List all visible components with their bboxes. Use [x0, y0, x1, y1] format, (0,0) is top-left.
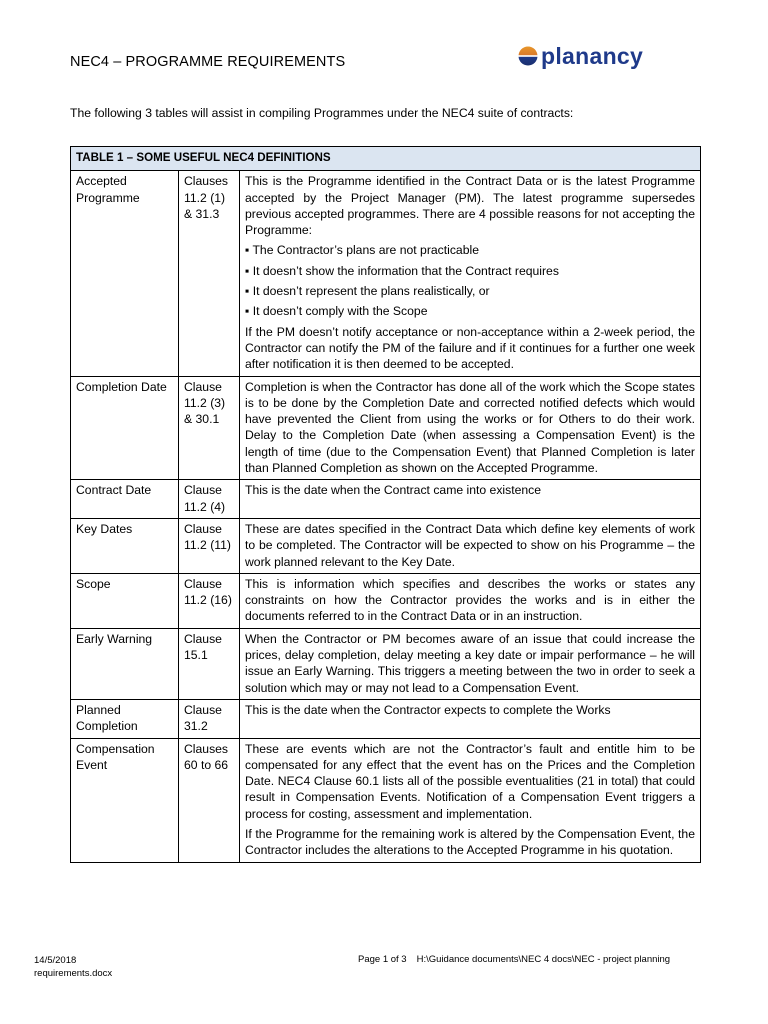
clause-cell: Clause 31.2 — [179, 699, 240, 738]
table-row — [71, 171, 701, 376]
term-cell: Completion Date — [71, 376, 179, 480]
table-row — [71, 480, 701, 519]
table-header-row — [71, 147, 701, 171]
table-row — [71, 628, 701, 699]
term-cell: Accepted Programme — [71, 171, 179, 376]
bullet-item: ▪ It doesn’t show the information that the Contract requires — [245, 263, 559, 278]
description-cell: This is the date when the Contractor expects to complete the Works — [240, 699, 701, 738]
footer-left — [34, 954, 112, 980]
description-text: These are events which are not the Contractor’s fault and entitle him to be compensated for any effect that the event has on the Prices and the Completion Date. NEC4 Clause 60.1 lists all of the possible eventualities (21 in total) that could result in Compensation Events. Notification of a Compensation Event triggers a process for costing, assessment and implementation. — [245, 741, 695, 821]
bullet-item: ▪ The Contractor’s plans are not practicable — [245, 243, 479, 258]
clause-cell: Clauses 11.2 (1) & 31.3 — [179, 171, 240, 376]
description-cell — [240, 171, 701, 376]
table-row — [71, 573, 701, 628]
footer-date: 14/5/2018 — [34, 955, 77, 966]
description-cell: When the Contractor or PM becomes aware of an issue that could increase the prices, delay completion, delay meeting a key date or impair performance – he will issue an Early Warning. This triggers a meeting between the two in order to seek a solution which may or may not lead to a Compensation Event. — [240, 628, 701, 699]
term-cell: Planned Completion — [71, 699, 179, 738]
globe-icon — [517, 45, 539, 67]
description-cell: These are dates specified in the Contract Data which define key elements of work to be completed. The Contractor will be expected to show on his Programme – the work planned relevant to the Key Date. — [240, 518, 701, 573]
clause-cell: Clauses 60 to 66 — [179, 738, 240, 862]
bullet-item: ▪ It doesn’t comply with the Scope — [245, 304, 428, 319]
table-row — [71, 518, 701, 573]
term-cell: Scope — [71, 573, 179, 628]
footer-right — [358, 954, 670, 965]
table-heading: TABLE 1 – SOME USEFUL NEC4 DEFINITIONS — [71, 147, 701, 171]
term-cell: Contract Date — [71, 480, 179, 519]
description-text-2: If the Programme for the remaining work is altered by the Compensation Event, the Contractor includes the alterations to the Accepted Programme in his quotation. — [245, 826, 695, 858]
document-title: NEC4 – PROGRAMME REQUIREMENTS — [70, 54, 346, 70]
clause-cell: Clause 11.2 (3) & 30.1 — [179, 376, 240, 480]
definitions-table — [70, 146, 701, 863]
table-row — [71, 699, 701, 738]
footer-filename: requirements.docx — [34, 968, 113, 979]
term-cell: Key Dates — [71, 518, 179, 573]
clause-cell: Clause 15.1 — [179, 628, 240, 699]
logo-wordmark: planancy — [541, 42, 644, 69]
page-number: Page 1 of 3 — [358, 954, 407, 965]
table-row — [71, 738, 701, 862]
term-cell: Early Warning — [71, 628, 179, 699]
intro-text: The following 3 tables will assist in compiling Programmes under the NEC4 suite of contracts: — [70, 106, 574, 120]
clause-cell: Clause 11.2 (11) — [179, 518, 240, 573]
bullet-item: ▪ It doesn’t represent the plans realistically, or — [245, 284, 490, 299]
description-cell — [240, 738, 701, 862]
description-cell: This is information which specifies and describes the works or states any constraints on how the Contractor provides the works and is in either the documents referred to in the Contract Data or in an instruction. — [240, 573, 701, 628]
description-cell: Completion is when the Contractor has done all of the work which the Scope states is to be done by the Completion Date and corrected notified defects which would have prevented the Client from using the works or for Others to do their work. Delay to the Completion Date (when assessing a Compensation Event) is the length of time (due to the Compensation Event) that Planned Completion is later than Planned Completion as shown on the Accepted Programme. — [240, 376, 701, 480]
description-text: This is the Programme identified in the Contract Data or is the latest Programme accepted by the Project Manager (PM). The latest programme supersedes previous accepted programmes. There are 4 possible reasons for not accepting the Programme: — [245, 174, 695, 238]
description-text-2: If the PM doesn’t notify acceptance or non-acceptance within a 2-week period, the Contractor can notify the PM of the failure and if it continues for a further one week after notification it is then deemed to be accepted. — [245, 324, 695, 372]
file-path: H:\Guidance documents\NEC 4 docs\NEC - project planning — [416, 954, 671, 965]
clause-cell: Clause 11.2 (16) — [179, 573, 240, 628]
clause-cell: Clause 11.2 (4) — [179, 480, 240, 519]
table-row — [71, 376, 701, 480]
description-cell: This is the date when the Contract came into existence — [240, 480, 701, 519]
term-cell: Compensation Event — [71, 738, 179, 862]
company-logo — [517, 42, 643, 70]
